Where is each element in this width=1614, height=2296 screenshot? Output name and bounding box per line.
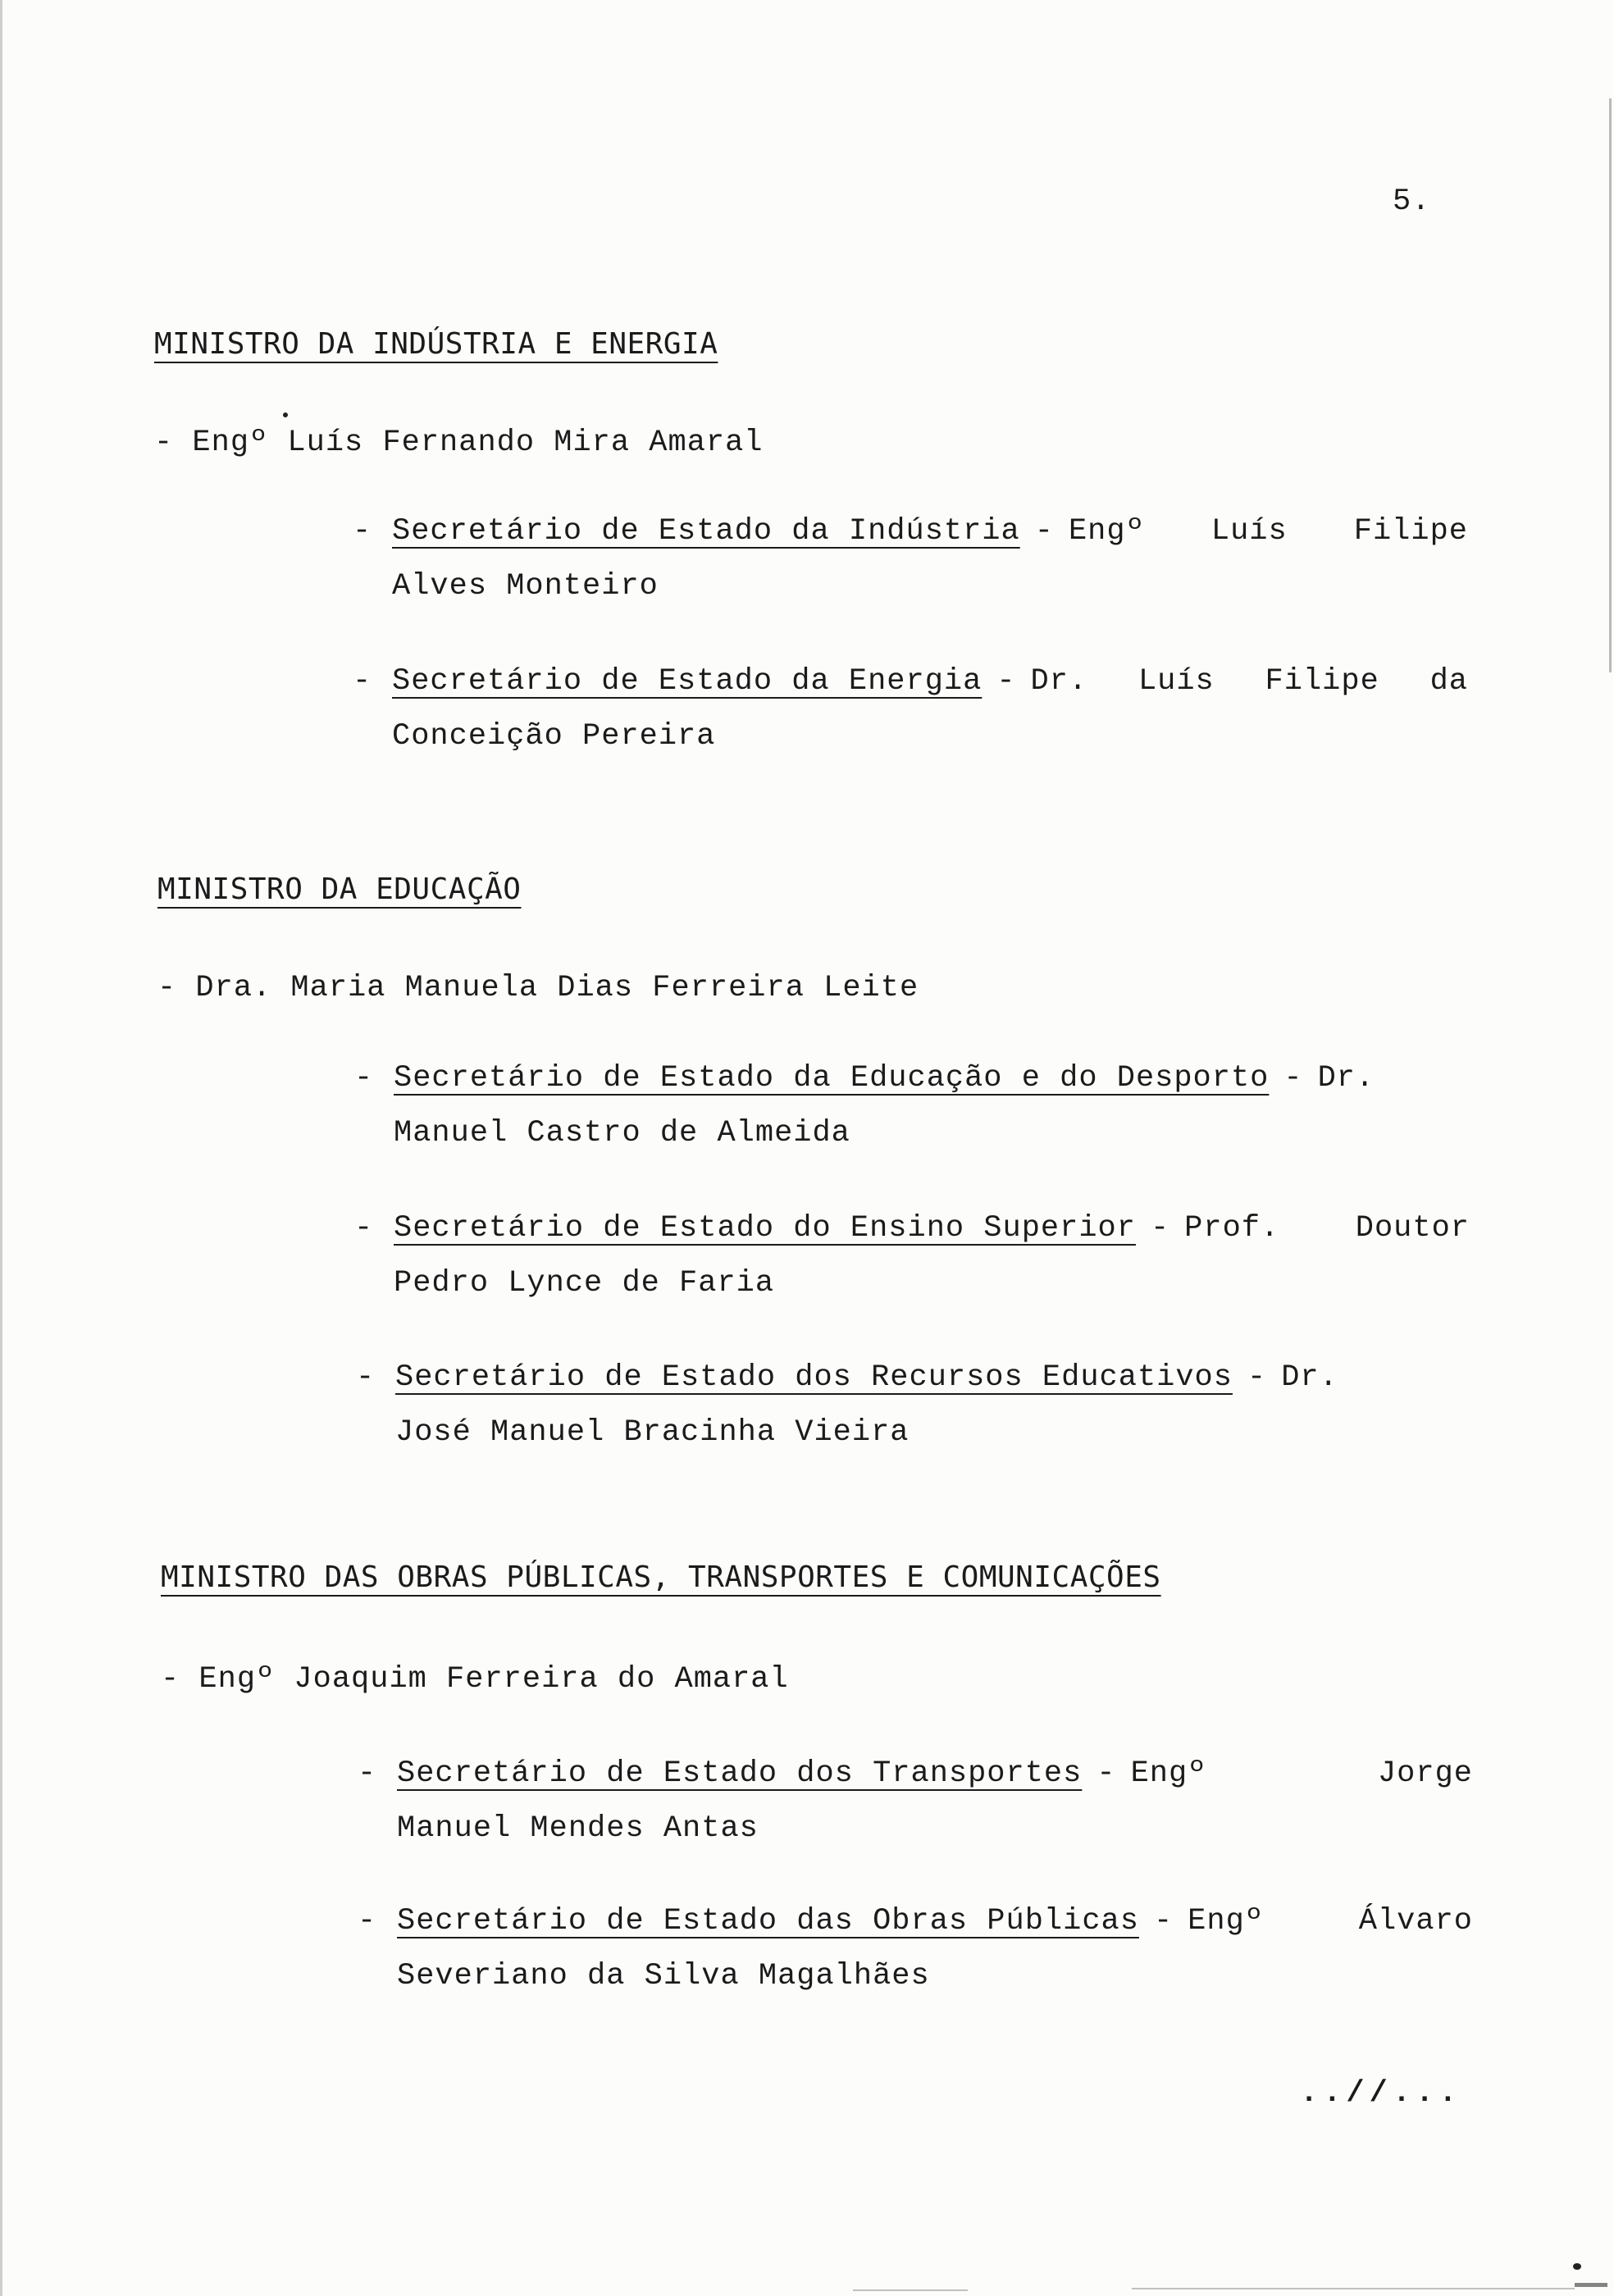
list-dash: - (354, 1211, 374, 1246)
secretary-line (358, 1756, 1473, 1791)
section-heading-educacao: MINISTRO DA EDUCAÇÃO (157, 872, 522, 906)
secretary-entry (354, 1061, 1470, 1150)
separator-dash: - (1153, 1904, 1174, 1938)
secretary-line (356, 1360, 1471, 1395)
scan-noise (853, 2289, 968, 2291)
secretary-holder: Dr. (1281, 1360, 1338, 1395)
secretary-line (354, 1211, 1470, 1246)
secretary-entry (358, 1906, 1473, 1992)
secretary-entry (358, 1756, 1473, 1846)
list-dash: - (353, 664, 372, 699)
page-right-edge (1609, 98, 1612, 672)
secretary-post: Secretário de Estado da Indústria (392, 514, 1020, 549)
separator-dash: - (1247, 1360, 1267, 1395)
minister-industria-energia: - Engº Luís Fernando Mira Amaral (154, 426, 764, 460)
separator-dash: - (1034, 514, 1054, 549)
secretary-holder-continuation: Manuel Castro de Almeida (394, 1116, 850, 1150)
separator-dash: - (1097, 1756, 1116, 1791)
secretary-post: Secretário de Estado do Ensino Superior (394, 1211, 1136, 1246)
secretary-line (354, 1061, 1470, 1096)
secretary-holder-continuation: José Manuel Bracinha Vieira (395, 1415, 910, 1450)
secretary-holder-continuation: Pedro Lynce de Faria (394, 1266, 775, 1301)
secretary-line (358, 1906, 1473, 1937)
secretary-entry (353, 514, 1468, 604)
scan-noise (1132, 2288, 1575, 2289)
secretary-holder: Engº Álvaro (1188, 1904, 1473, 1938)
separator-dash: - (996, 664, 1016, 699)
secretary-holder: Dr. Luís Filipe da (1030, 664, 1468, 699)
secretary-post: Secretário de Estado dos Recursos Educativos (395, 1360, 1233, 1395)
separator-dash: - (1283, 1061, 1303, 1096)
list-dash: - (353, 514, 372, 549)
section-heading-obras-publicas: MINISTRO DAS OBRAS PÚBLICAS, TRANSPORTES E COMUNICAÇÕES (161, 1560, 1161, 1594)
secretary-post: Secretário de Estado das Obras Públicas (397, 1904, 1139, 1938)
minister-educacao: - Dra. Maria Manuela Dias Ferreira Leite (157, 971, 919, 1005)
secretary-line (353, 664, 1468, 699)
separator-dash: - (1150, 1211, 1170, 1246)
scan-speck (1573, 2263, 1581, 2270)
secretary-holder: Engº Luís Filipe (1068, 514, 1468, 549)
secretary-post: Secretário de Estado dos Transportes (397, 1756, 1083, 1791)
list-dash: - (358, 1904, 377, 1938)
secretary-holder-continuation: Manuel Mendes Antas (397, 1811, 759, 1846)
secretary-holder: Dr. (1317, 1061, 1375, 1096)
secretary-post: Secretário de Estado da Educação e do Desporto (394, 1061, 1270, 1096)
scan-noise (1575, 2283, 1607, 2287)
secretary-entry (353, 664, 1468, 754)
secretary-post: Secretário de Estado da Energia (392, 664, 983, 699)
list-dash: - (354, 1061, 374, 1096)
list-dash: - (356, 1360, 376, 1395)
section-heading-industria-energia: MINISTRO DA INDÚSTRIA E ENERGIA (154, 327, 718, 361)
list-dash: - (358, 1756, 377, 1791)
scan-speck (283, 412, 288, 417)
secretary-holder-continuation: Severiano da Silva Magalhães (397, 1959, 930, 1993)
secretary-holder: Prof. Doutor (1184, 1211, 1470, 1246)
secretary-entry (356, 1360, 1471, 1450)
page-left-edge (0, 0, 2, 2296)
minister-obras-publicas: - Engº Joaquim Ferreira do Amaral (161, 1662, 789, 1697)
continuation-mark: ..//... (1300, 2076, 1462, 2111)
secretary-holder-continuation: Alves Monteiro (392, 569, 659, 604)
secretary-entry (354, 1211, 1470, 1301)
secretary-line (353, 514, 1468, 549)
secretary-holder: Engº Jorge (1130, 1756, 1473, 1791)
secretary-holder-continuation: Conceição Pereira (392, 719, 716, 754)
page-number: 5. (1393, 184, 1431, 219)
